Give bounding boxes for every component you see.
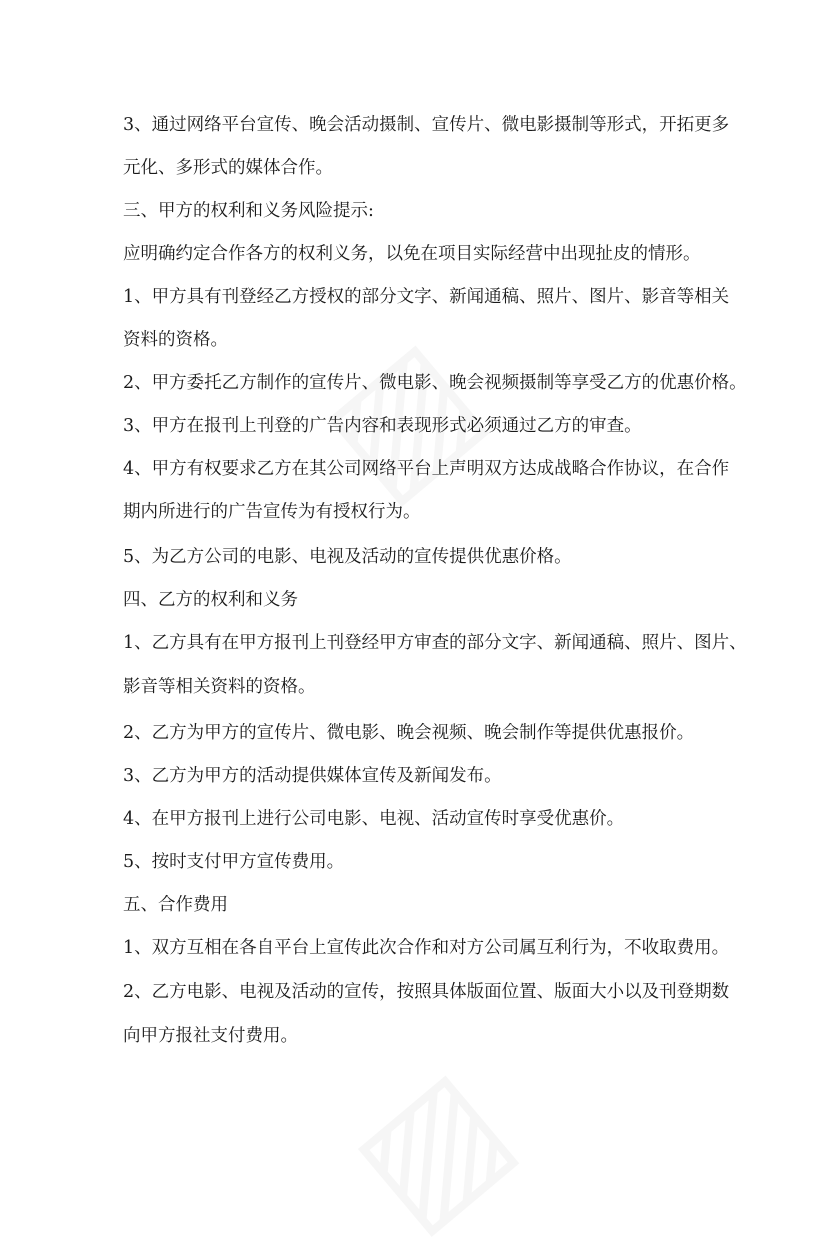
text-line: 5、为乙方公司的电影、电视及活动的宣传提供优惠价格。 — [123, 547, 572, 567]
text-line: 2、乙方为甲方的宣传片、微电影、晚会视频、晚会制作等提供优惠报价。 — [123, 723, 695, 743]
text-line: 期内所进行的广告宣传为有授权行为。 — [123, 502, 421, 522]
text-line: 4、在甲方报刊上进行公司电影、电视、活动宣传时享受优惠价。 — [123, 809, 625, 829]
text-line: 2、甲方委托乙方制作的宣传片、微电影、晚会视频摄制等享受乙方的优惠价格。 — [123, 373, 747, 393]
text-line: 1、乙方具有在甲方报刊上刊登经甲方审查的部分文字、新闻通稿、照片、图片、 — [123, 633, 747, 653]
text-line: 资料的资格。 — [123, 330, 228, 350]
text-line: 1、甲方具有刊登经乙方授权的部分文字、新闻通稿、照片、图片、影音等相关 — [123, 287, 730, 307]
text-line: 元化、多形式的媒体合作。 — [123, 158, 333, 178]
text-line: 三、甲方的权利和义务风险提示: — [123, 201, 374, 221]
text-line: 3、通过网络平台宣传、晚会活动摄制、宣传片、微电影摄制等形式，开拓更多 — [123, 115, 730, 135]
text-line: 5、按时支付甲方宣传费用。 — [123, 852, 345, 872]
watermark — [321, 1035, 541, 1259]
text-line: 3、甲方在报刊上刊登的广告内容和表现形式必须通过乙方的审查。 — [123, 416, 642, 436]
text-line: 3、乙方为甲方的活动提供媒体宣传及新闻发布。 — [123, 766, 502, 786]
text-line: 2、乙方电影、电视及活动的宣传，按照具体版面位置、版面大小以及刊登期数 — [123, 982, 730, 1002]
text-line: 向甲方报社支付费用。 — [123, 1026, 298, 1046]
text-line: 1、双方互相在各自平台上宣传此次合作和对方公司属互利行为，不收取费用。 — [123, 938, 730, 958]
text-line: 影音等相关资料的资格。 — [123, 677, 316, 697]
text-line: 应明确约定合作各方的权利义务，以免在项目实际经营中出现扯皮的情形。 — [123, 244, 701, 264]
text-line: 4、甲方有权要求乙方在其公司网络平台上声明双方达成战略合作协议，在合作 — [123, 459, 730, 479]
text-line: 四、乙方的权利和义务 — [123, 590, 298, 610]
text-line: 五、合作费用 — [123, 895, 228, 915]
